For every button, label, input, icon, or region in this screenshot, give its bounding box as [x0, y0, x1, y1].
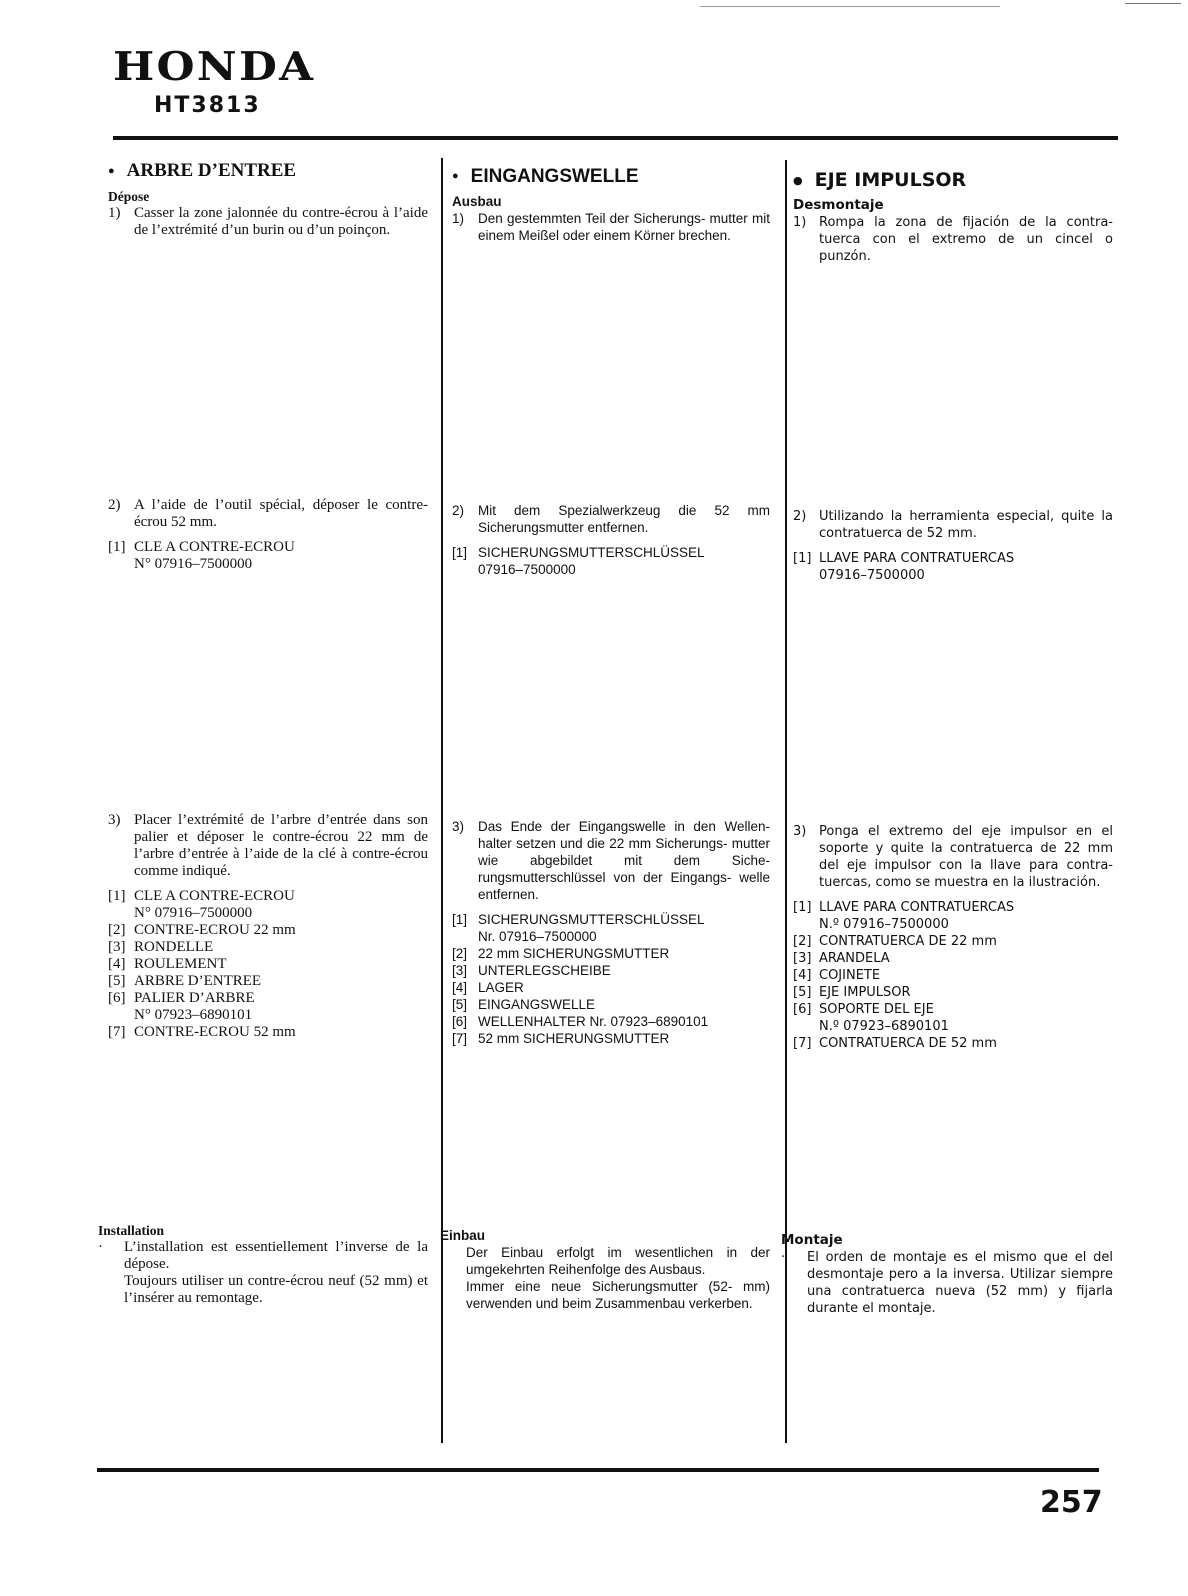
- item-text: ARANDELA: [819, 951, 890, 966]
- step-2: [108, 497, 428, 531]
- list-item: [452, 945, 770, 962]
- bullet-icon: ●: [452, 170, 459, 183]
- item-text: RONDELLE: [134, 939, 214, 955]
- list-item: [108, 973, 428, 990]
- list-item: [793, 950, 1113, 967]
- step-1: [793, 214, 1113, 265]
- step-number: 2): [452, 503, 465, 518]
- step-3: [452, 818, 770, 903]
- list-item: [793, 984, 1113, 1001]
- item-part-number: 07916–7500000: [819, 568, 925, 583]
- step-text: Mit dem Spezialwerkzeug die 52 mm Sicherungsmutter entfernen.: [478, 503, 770, 535]
- install-text-1: El orden de montaje es el mismo que el del desmontaje pero a la inversa. Utilizar siempre una contratuerca nueva (52 mm) y fijarla durante el montaje.: [807, 1250, 1113, 1316]
- item-text: PALIER D’ARBRE: [134, 990, 255, 1006]
- subheading-installation: Einbau: [440, 1228, 486, 1243]
- section-fr-block-2: [108, 497, 428, 573]
- item-text: EJE IMPULSOR: [819, 985, 911, 1000]
- section-fr-install: [98, 1222, 428, 1307]
- item-number: [7]: [793, 1036, 812, 1051]
- item-number: [6]: [793, 1002, 812, 1017]
- item-number: [1]: [108, 539, 126, 555]
- section-es-block-3: [793, 823, 1113, 1052]
- item-number: [2]: [793, 934, 812, 949]
- item-part-number: N° 07923–6890101: [134, 1007, 253, 1023]
- section-de-block-1: [452, 168, 770, 244]
- item-text: CONTRE-ECROU 52 mm: [134, 1024, 296, 1040]
- section-de-block-2: [452, 502, 770, 578]
- top-faint-rule: [1125, 3, 1181, 4]
- install-text: [124, 1239, 428, 1307]
- subheading-installation: Installation: [98, 1223, 165, 1238]
- install-text-2: Toujours utiliser un contre-écrou neuf (52 mm) et l’insérer au remontage.: [124, 1273, 428, 1306]
- item-number: [6]: [452, 1014, 468, 1029]
- item-number: [1]: [108, 888, 126, 904]
- section-es-block-1: [793, 169, 1113, 265]
- item-text: ROULEMENT: [134, 956, 227, 972]
- install-paragraph: [781, 1249, 1113, 1317]
- list-item: [108, 539, 428, 556]
- list-item: [793, 1001, 1113, 1018]
- section-es-install: [781, 1232, 1113, 1317]
- bullet-icon: ·: [440, 1245, 445, 1260]
- item-text: UNTERLEGSCHEIBE: [478, 963, 611, 978]
- item-text: LAGER: [478, 980, 524, 995]
- item-part-number: Nr. 07916–7500000: [478, 929, 597, 944]
- item-number: [2]: [108, 922, 126, 938]
- step-text: Den gestemmten Teil der Sicherungs- mutter mit einem Meißel oder einem Körner brechen.: [478, 211, 770, 244]
- step-number: 3): [452, 819, 465, 834]
- item-text: COJINETE: [819, 968, 881, 983]
- step-text: Das Ende der Eingangswelle in den Wellen- halter setzen und die 22 mm Sicherungs- mutter wie abgebildet mit dem Siche- rungsmutterschlüssel von der Eingangs- welle entfernen.: [478, 819, 770, 902]
- step-2: [452, 502, 770, 536]
- list-item: [793, 967, 1113, 984]
- page-number: 257: [1040, 1485, 1103, 1520]
- list-item: [108, 939, 428, 956]
- list-item: [108, 888, 428, 905]
- step-text: Casser la zone jalonnée du contre-écrou à l’aide de l’extrémité d’un burin ou d’un poinçon.: [134, 205, 428, 239]
- subheading-installation: Montaje: [781, 1232, 843, 1248]
- parts-list: [108, 539, 428, 573]
- item-text: LLAVE PARA CONTRATUERCAS: [819, 900, 1015, 915]
- item-number: [2]: [452, 946, 468, 961]
- list-item: [108, 1024, 428, 1041]
- item-number: [1]: [793, 900, 812, 915]
- step-number: 1): [793, 215, 807, 230]
- bullet-icon: ·: [98, 1239, 103, 1255]
- list-item: [793, 933, 1113, 950]
- item-number: [5]: [108, 973, 126, 989]
- parts-list: [108, 888, 428, 1041]
- step-number: 1): [108, 205, 121, 222]
- parts-list: [793, 899, 1113, 1052]
- subheading-removal: Desmontaje: [793, 197, 884, 213]
- step-number: 2): [108, 497, 121, 513]
- section-title: [793, 169, 1113, 191]
- item-part-number: N° 07916–7500000: [134, 556, 253, 572]
- section-fr-block-1: [108, 162, 428, 239]
- step-1: [108, 205, 428, 239]
- item-text: SICHERUNGSMUTTERSCHLÜSSEL: [478, 545, 705, 560]
- parts-list: [452, 911, 770, 1047]
- step-3: [793, 823, 1113, 891]
- step-number: 3): [793, 824, 807, 839]
- step-number: 2): [793, 509, 807, 524]
- step-text: Utilizando la herramienta especial, quite la contratuerca de 52 mm.: [819, 509, 1113, 541]
- install-text: [466, 1244, 770, 1312]
- list-item: [793, 899, 1113, 916]
- item-text: WELLENHALTER Nr. 07923–6890101: [478, 1014, 709, 1029]
- step-3: [108, 812, 428, 880]
- step-2: [793, 508, 1113, 542]
- item-number: [7]: [452, 1031, 468, 1046]
- bullet-icon: ●: [793, 174, 803, 187]
- item-number: [4]: [108, 956, 126, 972]
- item-part-number: N.º 07923–6890101: [819, 1019, 949, 1034]
- item-part-number: N° 07916–7500000: [134, 905, 253, 921]
- bullet-icon: ●: [108, 165, 115, 178]
- item-number: [5]: [452, 997, 468, 1012]
- item-number: [1]: [452, 912, 468, 927]
- section-title-text: EINGANGSWELLE: [470, 166, 639, 187]
- list-item: [452, 544, 770, 561]
- list-item: [452, 962, 770, 979]
- step-number: 1): [452, 211, 465, 227]
- item-number: [3]: [452, 963, 468, 978]
- list-item: [108, 956, 428, 973]
- install-text-2: Immer eine neue Sicherungsmutter (52- mm) verwenden und beim Zusammenbau verkerben.: [466, 1279, 770, 1311]
- section-fr-block-3: [108, 812, 428, 1041]
- parts-list: [793, 550, 1113, 584]
- item-text: LLAVE PARA CONTRATUERCAS: [819, 551, 1015, 566]
- item-text: 22 mm SICHERUNGSMUTTER: [478, 946, 670, 961]
- section-de-block-3: [452, 818, 770, 1047]
- step-text: Placer l’extrémité de l’arbre d’entrée dans son palier et déposer le contre-écrou 22 mm de l’arbre d’entrée à l’aide de la clé à contre-écrou comme indiqué.: [134, 812, 428, 879]
- step-text: A l’aide de l’outil spécial, déposer le contre-écrou 52 mm.: [134, 497, 428, 530]
- list-item: [452, 979, 770, 996]
- list-item: [108, 990, 428, 1007]
- brand-logo: HONDA: [113, 44, 316, 90]
- install-text: [807, 1249, 1113, 1317]
- item-number: [4]: [452, 980, 468, 995]
- item-text: 52 mm SICHERUNGSMUTTER: [478, 1031, 670, 1046]
- list-item: [793, 1035, 1113, 1052]
- item-text: CLE A CONTRE-ECROU: [134, 539, 295, 555]
- top-faint-rule-2: [700, 6, 1000, 7]
- item-part-number: 07916–7500000: [478, 562, 576, 577]
- item-number: [1]: [793, 551, 812, 566]
- install-paragraph: [440, 1244, 770, 1312]
- item-number: [5]: [793, 985, 812, 1000]
- item-number: [3]: [108, 939, 126, 955]
- item-text: SOPORTE DEL EJE: [819, 1002, 934, 1017]
- section-title-text: ARBRE D’ENTREE: [126, 160, 297, 181]
- step-1: [452, 210, 770, 244]
- item-text: CONTRE-ECROU 22 mm: [134, 922, 296, 938]
- section-es-block-2: [793, 508, 1113, 584]
- list-item: [452, 996, 770, 1013]
- item-number: [3]: [793, 951, 812, 966]
- section-de-install: [440, 1227, 770, 1312]
- section-title: [108, 162, 428, 180]
- list-item: [452, 1013, 770, 1030]
- item-text: SICHERUNGSMUTTERSCHLÜSSEL: [478, 912, 705, 927]
- model-number: HT3813: [154, 93, 261, 118]
- install-text-1: Der Einbau erfolgt im wesentlichen in der umgekehrten Reihenfolge des Ausbaus.: [466, 1245, 770, 1277]
- section-title: [452, 168, 770, 185]
- step-number: 3): [108, 812, 121, 828]
- install-text-1: L’installation est essentiellement l’inverse de la dépose.: [124, 1239, 428, 1272]
- subheading-removal: Dépose: [108, 189, 150, 205]
- item-text: CONTRATUERCA DE 52 mm: [819, 1036, 997, 1051]
- item-text: CONTRATUERCA DE 22 mm: [819, 934, 997, 949]
- parts-list: [452, 544, 770, 578]
- item-number: [7]: [108, 1024, 126, 1040]
- item-text: CLE A CONTRE-ECROU: [134, 888, 295, 904]
- list-item: [452, 911, 770, 928]
- install-paragraph: [98, 1239, 428, 1307]
- list-item: [452, 1030, 770, 1047]
- footer-rule: [97, 1468, 1099, 1472]
- step-text: Rompa la zona de fijación de la contra- tuerca con el extremo de un cincel o punzón.: [819, 215, 1113, 264]
- step-text: Ponga el extremo del eje impulsor en el soporte y quite la contratuerca de 22 mm del eje impulsor con la llave para contra- tuercas, como se muestra en la ilustración.: [819, 824, 1113, 890]
- item-number: [4]: [793, 968, 812, 983]
- item-part-number: N.º 07916–7500000: [819, 917, 949, 932]
- bullet-icon: ·: [781, 1250, 786, 1265]
- section-title-text: EJE IMPULSOR: [814, 169, 967, 191]
- item-number: [1]: [452, 545, 468, 560]
- item-text: EINGANGSWELLE: [478, 997, 596, 1012]
- list-item: [108, 922, 428, 939]
- item-text: ARBRE D’ENTREE: [134, 973, 262, 989]
- header-rule: [113, 136, 1118, 140]
- item-number: [6]: [108, 990, 126, 1006]
- list-item: [793, 550, 1113, 567]
- subheading-removal: Ausbau: [452, 194, 502, 210]
